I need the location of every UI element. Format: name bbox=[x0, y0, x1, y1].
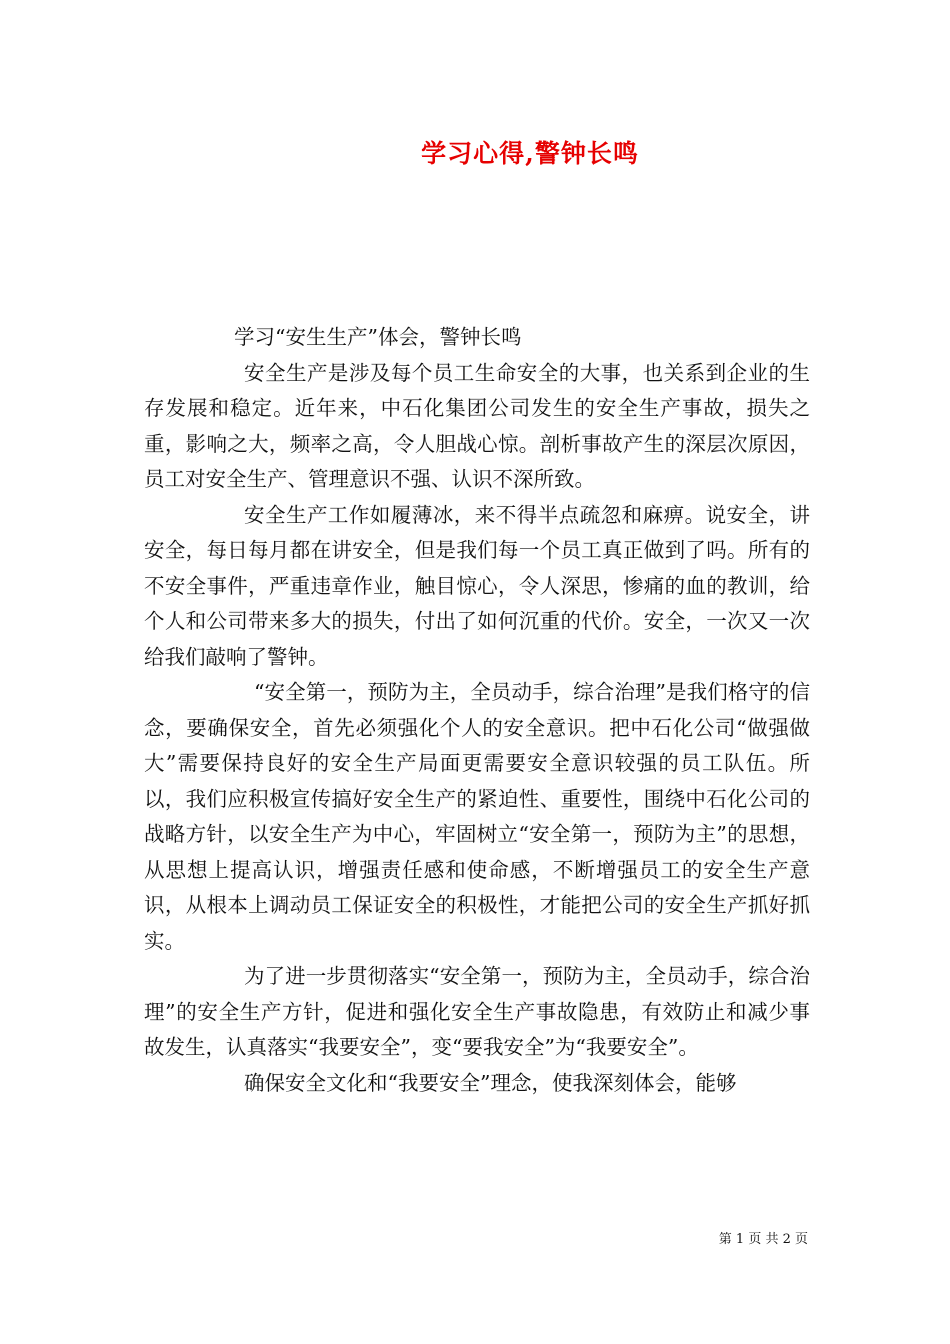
document-subtitle: 学习“安生生产”体会，警钟长鸣 bbox=[234, 325, 522, 349]
page-number-footer: 第 1 页 共 2 页 bbox=[718, 1232, 808, 1247]
paragraph-4: 为了进一步贯彻落实“安全第一，预防为主，全员动手，综合治理”的安全生产方针，促进和强化安全生产事故隐患，有效防止和减少事故发生，认真落实“我要安全”，变“要我安全”为“我要安全”。 bbox=[144, 964, 810, 1059]
document-body bbox=[144, 320, 810, 1101]
paragraph-1: 安全生产是涉及每个员工生命安全的大事，也关系到企业的生存发展和稳定。近年来，中石化集团公司发生的安全生产事故，损失之重，影响之大，频率之高，令人胆战心惊。剖析事故产生的深层次原因，员工对安全生产、管理意识不强、认识不深所致。 bbox=[144, 360, 810, 491]
page-title: 学习心得,警钟长鸣 bbox=[421, 139, 639, 168]
paragraph-5: 确保安全文化和“我要安全”理念，使我深刻体会，能够 bbox=[244, 1070, 737, 1095]
paragraph-3: “安全第一，预防为主，全员动手，综合治理”是我们格守的信念，要确保安全，首先必须强化个人的安全意识。把中石化公司“做强做大”需要保持良好的安全生产局面更需要安全意识较强的员工队伍。所以，我们应积极宣传搞好安全生产的紧迫性、重要性，围绕中石化公司的战略方针，以安全生产为中心，牢固树立“安全第一，预防为主”的思想，从思想上提高认识，增强责任感和使命感，不断增强员工的安全生产意识，从根本上调动员工保证安全的积极性，才能把公司的安全生产抓好抓实。 bbox=[144, 680, 810, 953]
paragraph-2: 安全生产工作如履薄冰，来不得半点疏忽和麻痹。说安全，讲安全，每日每月都在讲安全，但是我们每一个员工真正做到了吗。所有的不安全事件，严重违章作业，触目惊心，令人深思，惨痛的血的教训，给个人和公司带来多大的损失，付出了如何沉重的代价。安全，一次又一次给我们敲响了警钟。 bbox=[144, 502, 810, 669]
